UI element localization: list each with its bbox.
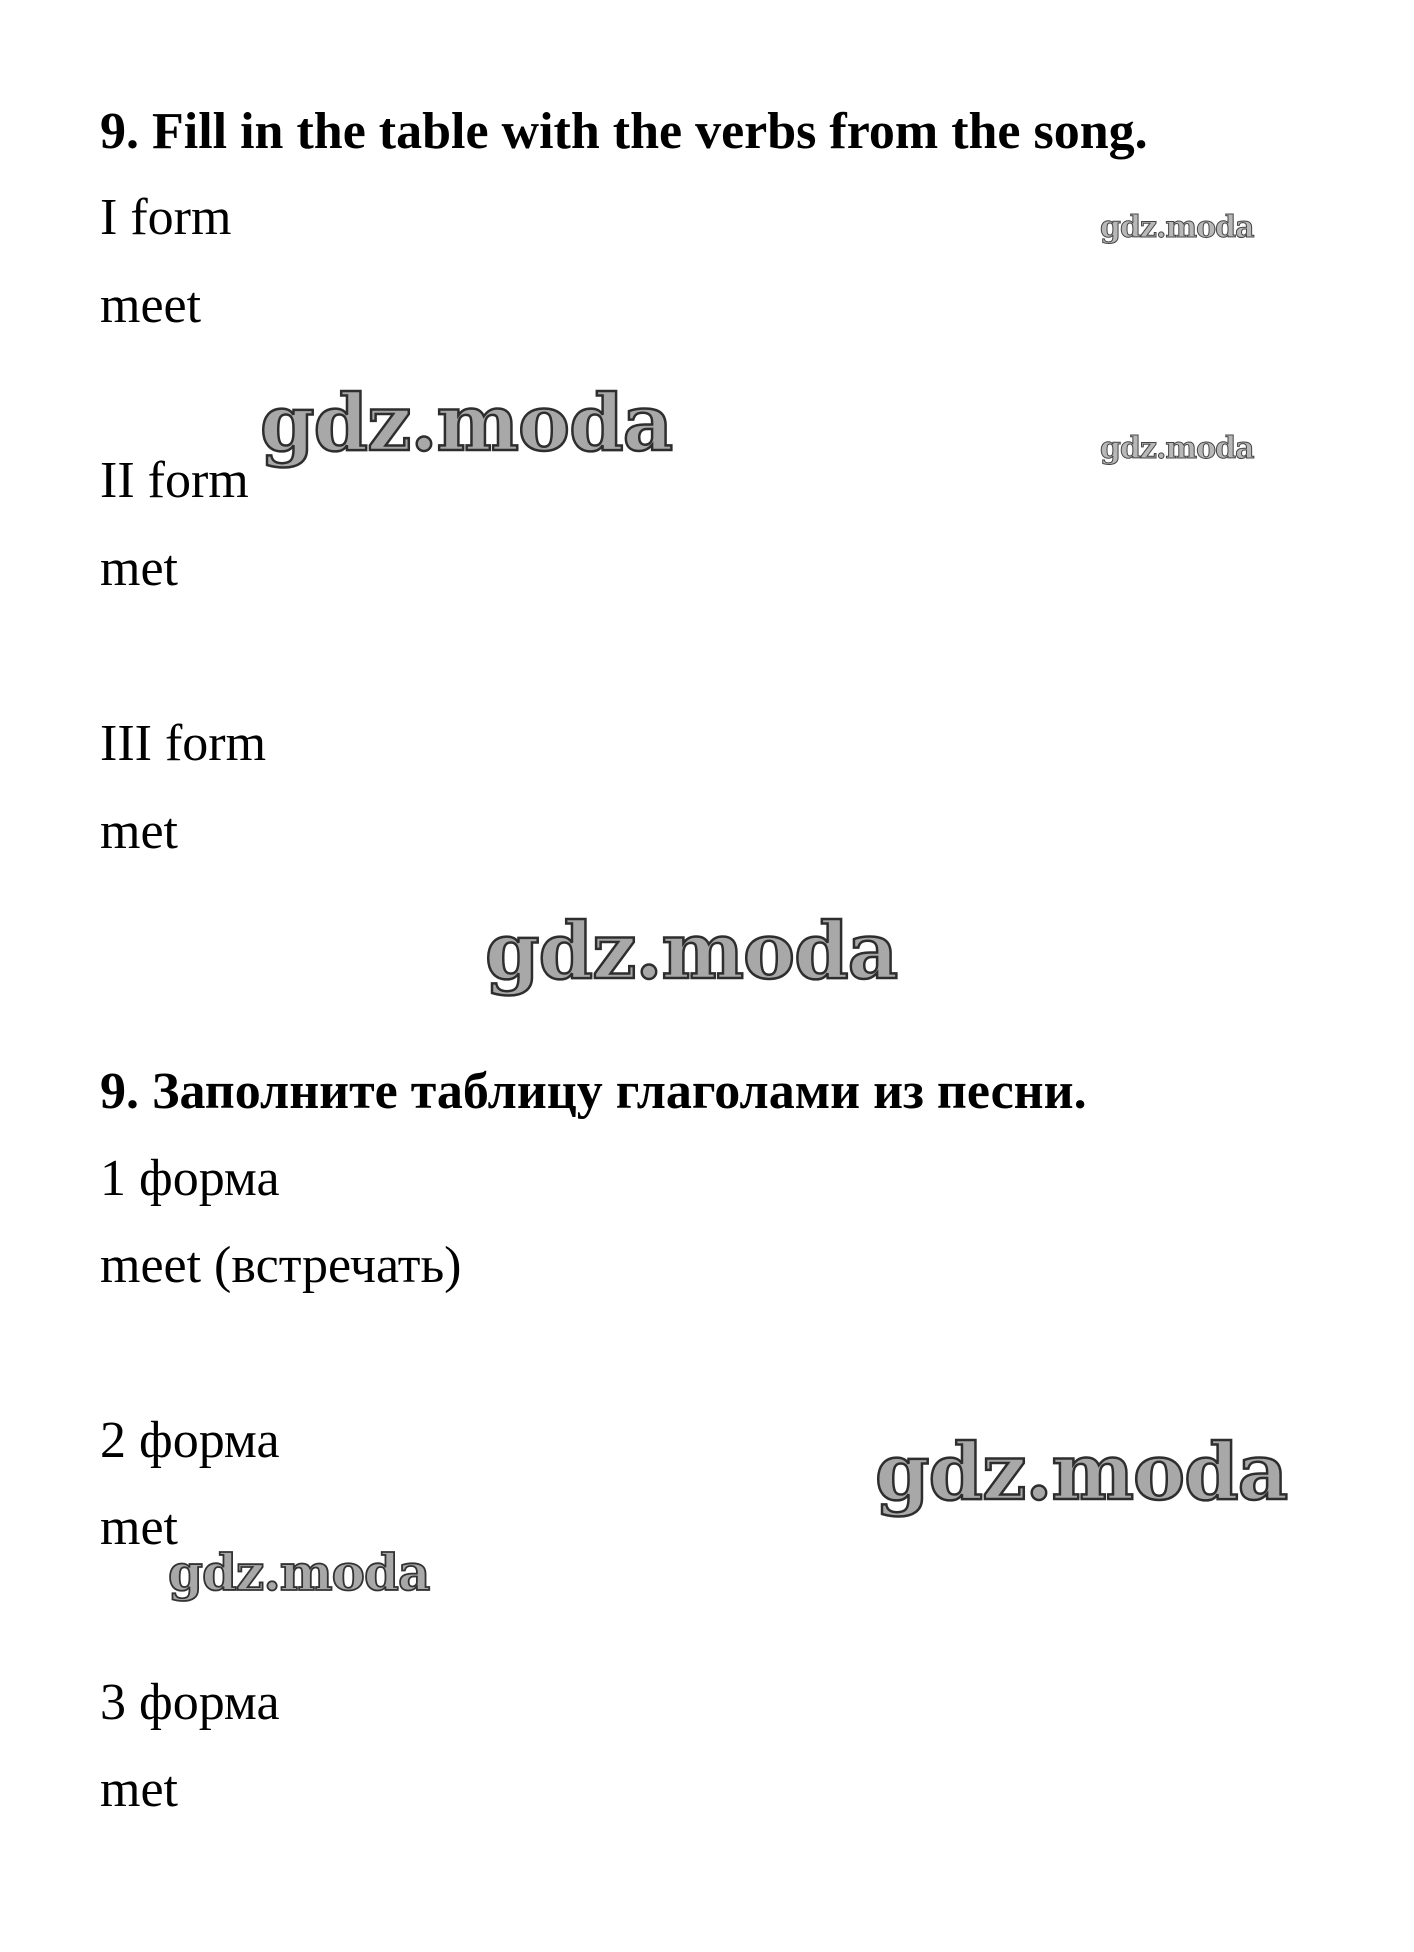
form2-value-ru: met — [100, 1499, 178, 1556]
form1-label-en: I form — [100, 189, 232, 246]
watermark: gdz.moda — [260, 378, 673, 469]
exercise-heading-en: 9. Fill in the table with the verbs from the song. — [100, 103, 1148, 160]
form2-label-en: II form — [100, 452, 249, 509]
form1-value-en: meet — [100, 277, 202, 334]
watermark: gdz.moda — [1100, 210, 1254, 245]
watermark: gdz.moda — [168, 1543, 430, 1602]
form3-label-en: III form — [100, 715, 267, 772]
form3-value-en: met — [100, 803, 178, 860]
form2-label-ru: 2 форма — [100, 1412, 280, 1469]
watermark: gdz.moda — [1100, 431, 1254, 466]
exercise-heading-ru: 9. Заполните таблицу глаголами из песни. — [100, 1063, 1087, 1120]
form3-label-ru: 3 форма — [100, 1674, 280, 1731]
form1-label-ru: 1 форма — [100, 1150, 280, 1207]
watermark: gdz.moda — [485, 906, 898, 997]
form1-value-ru: meet (встречать) — [100, 1237, 462, 1294]
watermark: gdz.moda — [875, 1427, 1288, 1518]
form2-value-en: met — [100, 540, 178, 597]
form3-value-ru: met — [100, 1761, 178, 1818]
